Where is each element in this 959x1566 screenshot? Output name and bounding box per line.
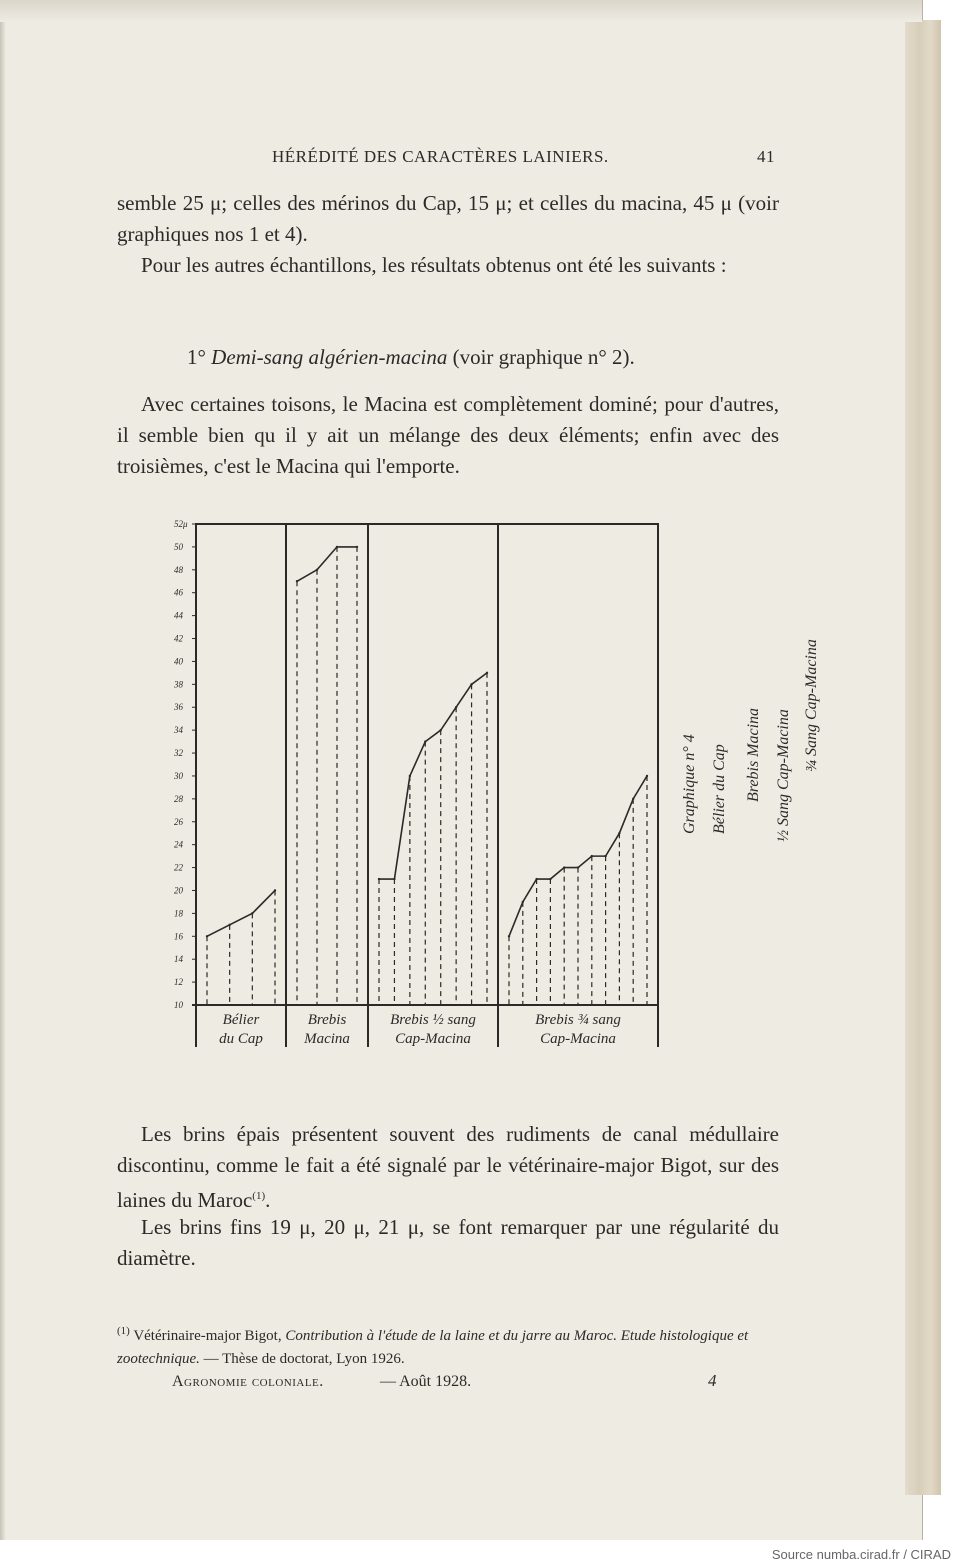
series-line-1 [297, 547, 357, 581]
data-point-0-2 [251, 912, 253, 914]
y-tick-label-48: 48 [174, 564, 183, 575]
paragraph-3: Avec certaines toisons, le Macina est complètement dominé; pour d'autres, il semble bien qu il y ait un mélange des deux éléments; enfin avec des troisièmes, c'est le Macina qui l'emporte. [117, 392, 779, 478]
data-point-2-7 [486, 672, 488, 674]
legend-entry-3: ½ Sang Cap-Macina [775, 709, 792, 842]
running-title: HÉRÉDITÉ DES CARACTÈRES LAINIERS. [272, 147, 609, 166]
data-point-2-0 [378, 878, 380, 880]
footnote-title: Contribution à l'étude de la laine et du jarre au Maroc. Etude histologique et zootechnique. [117, 1328, 749, 1367]
y-tick-label-16: 16 [174, 931, 183, 942]
data-point-1-0 [296, 580, 298, 582]
y-tick-label-20: 20 [174, 885, 183, 896]
panel-label-3-1: Cap-Macina [540, 1031, 616, 1047]
panel-label-0-0: Bélier [222, 1012, 260, 1028]
legend-entry-0: Graphique n° 4 [681, 734, 698, 834]
data-point-2-2 [409, 775, 411, 777]
page-top-shadow [0, 0, 922, 22]
data-point-3-1 [522, 901, 524, 903]
footnote-author: Vétérinaire-major Bigot, [133, 1328, 282, 1344]
chart-legend [670, 612, 850, 852]
data-point-0-0 [206, 935, 208, 937]
data-point-3-7 [604, 855, 606, 857]
footnote-marker: (1) [117, 1325, 130, 1337]
y-tick-label-18: 18 [174, 908, 183, 919]
chart-frame [196, 524, 658, 1005]
footer-date: — Août 1928. [380, 1373, 472, 1390]
data-point-3-8 [618, 832, 620, 834]
section-heading [187, 342, 787, 373]
panel-label-2-0: Brebis ½ sang [390, 1012, 476, 1028]
data-point-2-6 [470, 683, 472, 685]
footnote-rest: — Thèse de doctorat, Lyon 1926. [203, 1351, 405, 1367]
footer-signature: 4 [708, 1371, 717, 1390]
data-point-3-9 [632, 798, 634, 800]
y-tick-label-52: 52μ [174, 519, 188, 529]
y-tick-label-36: 36 [174, 702, 183, 713]
panel-label-1-0: Brebis [307, 1012, 347, 1028]
y-tick-label-28: 28 [174, 793, 183, 804]
y-tick-label-34: 34 [174, 725, 183, 736]
section-reference: (voir graphique n° 2). [452, 345, 635, 369]
y-tick-label-24: 24 [174, 839, 183, 850]
panel-label-3-0: Brebis ¾ sang [535, 1012, 621, 1028]
data-point-3-2 [535, 878, 537, 880]
paragraph-4-end: . [265, 1188, 271, 1212]
paragraph-5: Les brins fins 19 μ, 20 μ, 21 μ, se font remarquer par une régularité du diamètre. [117, 1215, 779, 1270]
series-line-0 [207, 890, 275, 936]
y-tick-label-30: 30 [174, 770, 183, 781]
data-point-2-4 [440, 729, 442, 731]
y-tick-label-40: 40 [174, 656, 183, 667]
page-edges [905, 20, 941, 1495]
panel-label-2-1: Cap-Macina [395, 1031, 471, 1047]
legend-entry-4: ¾ Sang Cap-Macina [803, 639, 820, 772]
data-point-3-3 [549, 878, 551, 880]
footnote [117, 1320, 787, 1371]
paragraph-1: semble 25 μ; celles des mérinos du Cap, 15 μ; et celles du macina, 45 μ (voir graphiques nos 1 et 4). [117, 191, 779, 246]
data-point-2-1 [393, 878, 395, 880]
y-tick-label-10: 10 [174, 1000, 183, 1010]
series-line-2 [379, 673, 487, 879]
data-point-0-1 [228, 924, 230, 926]
y-tick-label-42: 42 [174, 633, 183, 644]
page-number: 41 [757, 147, 775, 166]
paragraph-4-text: Les brins épais présentent souvent des rudiments de canal médullaire discontinu, comme le fait a été signalé par le vétérinaire-major Bigot, sur des laines du Maroc [117, 1122, 779, 1212]
data-point-3-6 [591, 855, 593, 857]
y-tick-label-50: 50 [174, 541, 183, 552]
data-point-2-3 [424, 740, 426, 742]
legend-entry-2: Brebis Macina [745, 707, 762, 802]
source-credit[interactable]: Source numba.cirad.fr / CIRAD [771, 1547, 951, 1562]
fiber-diameter-chart [160, 512, 680, 1062]
y-tick-label-38: 38 [174, 679, 183, 690]
section-number: 1° [187, 345, 206, 369]
section-title: Demi-sang algérien-macina [211, 345, 448, 369]
panel-label-1-1: Macina [304, 1031, 350, 1047]
data-point-3-5 [577, 866, 579, 868]
data-point-3-0 [508, 935, 510, 937]
page-spine-shadow [0, 0, 6, 1540]
footnote-reference[interactable]: (1) [252, 1190, 266, 1202]
series-line-3 [509, 776, 647, 936]
legend-entry-1: Bélier du Cap [711, 744, 728, 834]
data-point-3-4 [563, 866, 565, 868]
panel-label-0-1: du Cap [219, 1031, 263, 1047]
paragraph-4 [117, 1119, 779, 1216]
data-point-0-3 [274, 889, 276, 891]
paragraph-2: Pour les autres échantillons, les résultats obtenus ont été les suivants : [141, 253, 727, 277]
footer-journal: Agronomie coloniale. [172, 1373, 324, 1390]
data-point-1-3 [356, 546, 358, 548]
y-tick-label-46: 46 [174, 587, 183, 598]
data-point-2-5 [455, 706, 457, 708]
data-point-1-1 [316, 569, 318, 571]
data-point-3-10 [646, 775, 648, 777]
y-tick-label-14: 14 [174, 954, 183, 965]
y-tick-label-44: 44 [174, 610, 183, 621]
y-tick-label-22: 22 [174, 862, 183, 873]
y-tick-label-12: 12 [174, 977, 183, 988]
y-tick-label-32: 32 [174, 748, 183, 759]
y-tick-label-26: 26 [174, 816, 183, 827]
data-point-1-2 [336, 546, 338, 548]
